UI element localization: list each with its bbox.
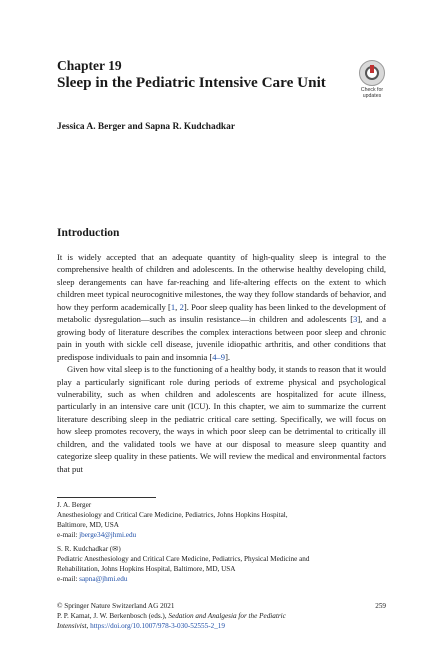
affiliation-email: e-mail: jberge34@jhmi.edu — [57, 530, 137, 539]
paragraph-2: Given how vital sleep is to the functioning of a healthy body, it stands to reason that it would play a particularly significant role during periods of extreme physical and psychological vulnerability, such as when children and adolescents are hospitalized for acute illness, particularly in an intensive care unit (ICU). In this chapter, we aim to summarize the current literature describing sleep in the pediatric critical care setting. Specifically, we will focus on how sleep promotes recovery, the ways in which poor sleep can be detrimental to critically ill children, and the validated tools we have at our disposal to measure sleep quantity and categorize sleep quality in these patients. We will review the medical and environmental factors that put — [57, 364, 386, 474]
citation-link[interactable]: 2 — [179, 301, 184, 312]
citation-link[interactable]: 3 — [353, 314, 358, 325]
affiliation-email: e-mail: sapna@jhmi.edu — [57, 574, 128, 583]
affiliation-line: Pediatric Anesthesiology and Critical Care Medicine, Pediatrics, Physical Medicine and — [57, 554, 310, 563]
check-for-updates-icon — [359, 60, 385, 86]
affiliation-line: Rehabilitation, Johns Hopkins Hospital, Baltimore, MD, USA — [57, 564, 236, 573]
citation-line: P. P. Kamat, J. W. Berkenbosch (eds.), Sedation and Analgesia for the Pediatric — [57, 611, 286, 620]
citation-link[interactable]: 1 — [170, 301, 176, 312]
page-number: 259 — [375, 602, 386, 610]
chapter-title: Sleep in the Pediatric Intensive Care Unit — [57, 74, 326, 91]
check-for-updates-badge[interactable] — [356, 60, 388, 102]
email-link[interactable]: jberge34@jhmi.edu — [79, 530, 137, 539]
book-title: Sedation and Analgesia for the Pediatric — [168, 611, 286, 620]
check-for-updates-label: Check for updates — [360, 87, 384, 99]
copyright-line: © Springer Nature Switzerland AG 2021 — [57, 602, 175, 610]
affiliation-name: S. R. Kudchadkar (✉) — [57, 545, 121, 553]
doi-link[interactable]: https://doi.org/10.1007/978-3-030-52555-2_19 — [90, 621, 225, 630]
chapter-number: Chapter 19 — [57, 58, 122, 73]
email-link[interactable]: sapna@jhmi.edu — [79, 574, 128, 583]
book-title-continued: Intensivist — [57, 621, 87, 630]
footnote-divider — [57, 497, 156, 498]
copyright-block — [57, 602, 386, 632]
affiliation-kudchadkar — [57, 545, 386, 585]
doi-line: Intensivist, https://doi.org/10.1007/978-3-030-52555-2_19 — [57, 621, 225, 630]
affiliation-berger — [57, 501, 386, 541]
body-text — [57, 251, 386, 475]
paragraph-1: It is widely accepted that an adequate quantity of high-quality sleep is integral to the comprehensive health of children and adolescents. In the otherwise healthy developing child, sleep derangements can have far-reaching and life-altering effects on the extent to which children meet typical neurocognitive milestones, the way they follow standards of behavior, and how they perform academically [1, 2]. Poor sleep quality has been linked to the development of metabolic dysregulation—such as insulin resistance—in children and adolescents [3], and a growing body of literature describes the complex interactions between poor sleep and chronic pain in youth with sickle cell disease, juvenile idiopathic arthritis, and other conditions that predispose individuals to pain and insomnia [4–9]. — [57, 252, 386, 362]
section-heading: Introduction — [57, 227, 120, 239]
citation-link[interactable]: 4–9 — [212, 351, 226, 362]
affiliation-name: J. A. Berger — [57, 501, 92, 509]
affiliation-line: Anesthesiology and Critical Care Medicine, Pediatrics, Johns Hopkins Hospital, — [57, 510, 288, 519]
affiliation-line: Baltimore, MD, USA — [57, 520, 119, 529]
chapter-authors: Jessica A. Berger and Sapna R. Kudchadkar — [57, 122, 235, 132]
